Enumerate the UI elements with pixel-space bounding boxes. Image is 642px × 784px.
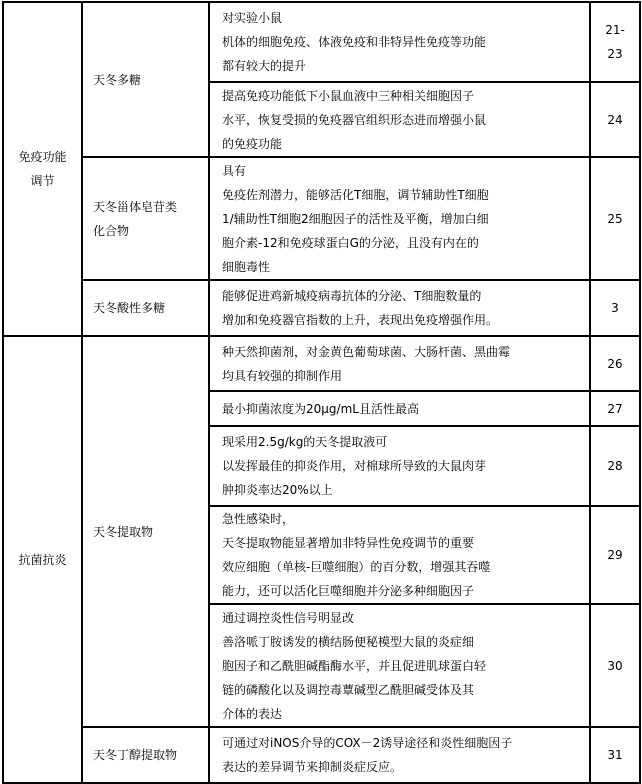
table-row bbox=[3, 727, 640, 783]
table-row bbox=[3, 157, 640, 280]
effect-cell-line: 肿抑炎率达20%以上 bbox=[222, 483, 333, 497]
source-cell-line: 天冬酸性多糖 bbox=[93, 301, 166, 315]
reference-cell-line: 24 bbox=[607, 112, 623, 127]
reference-cell-line: 3 bbox=[611, 301, 619, 315]
effect-cell-line: 都有较大的提升 bbox=[222, 59, 307, 73]
effect-cell bbox=[209, 727, 590, 783]
reference-cell bbox=[590, 604, 640, 727]
source-cell bbox=[82, 2, 209, 157]
reference-cell bbox=[590, 157, 640, 280]
effect-cell-line: 提高免疫功能低下小鼠血液中三种相关细胞因子 bbox=[222, 88, 475, 103]
source-cell-line: 天冬甾体皂苷类 bbox=[93, 199, 178, 214]
reference-cell-line: 28 bbox=[607, 459, 623, 473]
effect-cell-line: 天冬提取物能显著增加非特异性免疫调节的重要 bbox=[222, 536, 475, 550]
reference-cell-line: 27 bbox=[607, 401, 623, 416]
effect-cell-line: 能够促进鸡新城疫病毒抗体的分泌、T细胞数量的 bbox=[222, 289, 482, 303]
category-cell-line: 免疫功能 bbox=[18, 150, 67, 164]
effect-cell-line: 水平，恢复受损的免疫器官组织形态进而增强小鼠 bbox=[222, 112, 487, 127]
effect-cell-line: 最小抑菌浓度为20μg/mL且活性最高 bbox=[222, 401, 419, 416]
reference-cell-line: 21- bbox=[605, 23, 625, 37]
reference-cell bbox=[590, 506, 640, 604]
effect-cell-line: 均具有较强的抑制作用 bbox=[222, 368, 343, 383]
table-row bbox=[3, 336, 640, 391]
reference-cell bbox=[590, 82, 640, 157]
effect-cell-line: 效应细胞（单核-巨噬细胞）的百分数，增强其吞噬 bbox=[222, 560, 491, 574]
effect-cell-line: 细胞毒性 bbox=[222, 259, 271, 274]
table-row bbox=[3, 280, 640, 336]
reference-cell-line: 26 bbox=[607, 356, 623, 371]
source-cell bbox=[82, 336, 209, 727]
reference-cell bbox=[590, 2, 640, 82]
category-cell bbox=[3, 2, 82, 336]
reference-cell-line: 23 bbox=[607, 47, 623, 61]
effect-cell-line: 可通过对iNOS介导的COX－2诱导途径和炎性细胞因子 bbox=[222, 736, 513, 750]
effect-cell bbox=[209, 157, 590, 280]
effect-cell-line: 胞介素-12和免疫球蛋白G的分泌，且没有内在的 bbox=[222, 235, 479, 250]
effect-cell bbox=[209, 604, 590, 727]
effect-cell-line: 具有 bbox=[222, 163, 247, 178]
source-cell-line: 天冬丁醇提取物 bbox=[93, 748, 178, 762]
source-cell-line: 天冬提取物 bbox=[93, 524, 154, 539]
category-cell-line: 调节 bbox=[30, 174, 55, 188]
reference-cell-line: 29 bbox=[607, 548, 623, 562]
effect-cell-line: 表达的差异调节来抑制炎症反应。 bbox=[222, 760, 403, 774]
source-cell-line: 天冬多糖 bbox=[93, 72, 142, 87]
reference-cell-line: 30 bbox=[607, 658, 623, 673]
reference-cell bbox=[590, 280, 640, 336]
effect-cell-line: 对实验小鼠 bbox=[222, 11, 283, 25]
effect-cell bbox=[209, 2, 590, 82]
effect-cell-line: 通过调控炎性信号明显改 bbox=[222, 610, 355, 625]
effect-cell bbox=[209, 426, 590, 506]
effect-cell bbox=[209, 391, 590, 426]
effect-cell bbox=[209, 280, 590, 336]
effect-cell bbox=[209, 336, 590, 391]
source-cell bbox=[82, 727, 209, 783]
effect-cell-line: 的免疫功能 bbox=[222, 136, 283, 151]
effect-cell-line: 种天然抑菌剂，对金黄色葡萄球菌、大肠杆菌、黑曲霉 bbox=[222, 344, 511, 359]
effect-cell-line: 1/辅助性T细胞2细胞因子的活性及平衡，增加白细 bbox=[222, 211, 489, 226]
effect-cell bbox=[209, 82, 590, 157]
reference-cell bbox=[590, 426, 640, 506]
reference-cell-line: 25 bbox=[607, 211, 623, 226]
effect-cell-line: 善洛哌丁胺诱发的横结肠便秘模型大鼠的炎症细 bbox=[222, 634, 475, 649]
category-cell bbox=[3, 336, 82, 783]
effect-cell-line: 急性感染时， bbox=[222, 512, 295, 526]
effect-cell-line: 免疫佐剂潜力，能够活化T细胞，调节辅助性T细胞 bbox=[222, 187, 489, 202]
effect-cell-line: 介体的表达 bbox=[222, 706, 283, 721]
effect-cell-line: 增加和免疫器官指数的上升，表现出免疫增强作用。 bbox=[222, 313, 499, 327]
reference-cell-line: 31 bbox=[607, 748, 623, 762]
category-cell-line: 抗菌抗炎 bbox=[18, 552, 67, 567]
effect-cell-line: 以发挥最佳的抑炎作用，对棉球所导致的大鼠肉芽 bbox=[222, 459, 487, 473]
source-cell-line: 化合物 bbox=[93, 223, 130, 238]
table-row bbox=[3, 2, 640, 82]
effect-cell-line: 机体的细胞免疫、体液免疫和非特异性免疫等功能 bbox=[222, 35, 487, 49]
effect-cell bbox=[209, 506, 590, 604]
data-table bbox=[2, 1, 641, 784]
reference-cell bbox=[590, 336, 640, 391]
source-cell bbox=[82, 280, 209, 336]
effect-cell-line: 能力，还可以活化巨噬细胞并分泌多种细胞因子 bbox=[222, 584, 475, 598]
effect-cell-line: 现采用2.5g/kg的天冬提取液可 bbox=[222, 435, 388, 449]
reference-cell bbox=[590, 391, 640, 426]
source-cell bbox=[82, 157, 209, 280]
effect-cell-line: 链的磷酸化以及调控毒蕈碱型乙酰胆碱受体及其 bbox=[222, 682, 475, 697]
effect-cell-line: 胞因子和乙酰胆碱酯酶水平，并且促进肌球蛋白轻 bbox=[222, 658, 487, 673]
reference-cell bbox=[590, 727, 640, 783]
